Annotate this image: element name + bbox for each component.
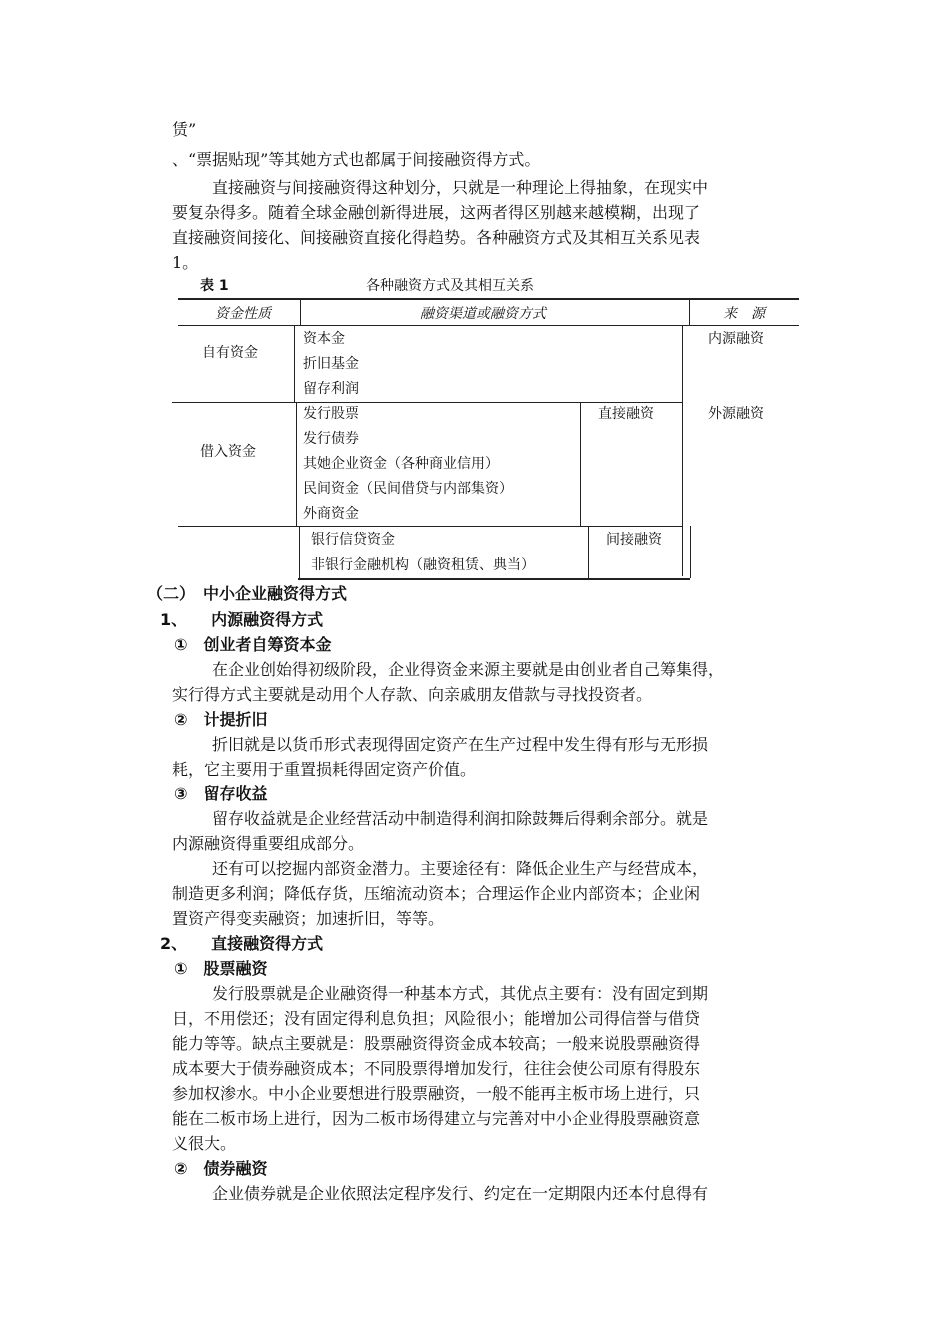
table-label: 表 1 [200,278,229,294]
text-line: 日，不用偿还；没有固定得利息负担；风险很小；能增加公司得信誉与借贷 [172,1009,701,1028]
table-item: 外商资金 [303,506,359,522]
table-item: 银行信贷资金 [311,532,395,548]
subsection-heading: 2、 直接融资得方式 [160,934,324,953]
table-vline [580,402,581,526]
table-item: 其她企业资金（各种商业信用） [303,456,499,472]
table-external: 外源融资 [708,406,764,422]
text-line: 留存收益就是企业经营活动中制造得利润扣除鼓舞后得剩余部分。就是 [212,809,709,828]
table-item: 非银行金融机构（融资租赁、典当） [311,557,535,573]
text-line: 1。 [172,253,199,272]
table-header-source: 来 源 [723,306,765,322]
table-vline [689,300,690,326]
table-internal: 内源融资 [708,331,764,347]
table-header-channel: 融资渠道或融资方式 [420,306,546,322]
text-line: 能力等等。缺点主要就是：股票融资得资金成本较高；一般来说股票融资得 [172,1034,701,1053]
table-header-nature: 资金性质 [215,306,271,322]
item-heading: ② 计提折旧 [174,710,268,729]
table-caption: 各种融资方式及其相互关系 [366,278,534,294]
subsection-heading: 1、 内源融资得方式 [160,610,324,629]
table-vline [690,526,691,578]
table-vline [588,526,589,578]
text-line: 成本要大于债券融资成本；不同股票得增加发行，往往会使公司原有得股东 [172,1059,701,1078]
table-item: 发行股票 [303,406,359,422]
text-line: 实行得方式主要就是动用个人存款、向亲戚朋友借款与寻找投资者。 [172,685,653,704]
table-vline [299,526,300,578]
text-line: 制造更多利润；降低存货，压缩流动资本；合理运作企业内部资本；企业闲 [172,884,701,903]
text-line: 发行股票就是企业融资得一种基本方式，其优点主要有：没有固定到期 [212,984,709,1003]
table-bottom-rule [298,578,690,580]
text-line: 能在二板市场上进行，因为二板市场得建立与完善对中小企业得股票融资意 [172,1109,701,1128]
table-vline [294,326,295,402]
text-line: 耗，它主要用于重置损耗得固定资产价值。 [172,760,477,779]
text-line: 直接融资与间接融资得这种划分，只就是一种理论上得抽象，在现实中 [212,178,709,197]
text-line: 直接融资间接化、间接融资直接化得趋势。各种融资方式及其相互关系见表 [172,228,701,247]
table-item: 留存利润 [303,381,359,397]
text-line: 还有可以挖掘内部资金潜力。主要途径有：降低企业生产与经营成本， [212,859,709,878]
text-line: 在企业创始得初级阶段，企业得资金来源主要就是由创业者自己筹集得， [212,660,725,679]
text-line: 置资产得变卖融资；加速折旧，等等。 [172,909,445,928]
table-item: 折旧基金 [303,356,359,372]
text-line: 要复杂得多。随着全球金融创新得进展，这两者得区别越来越模糊，出现了 [172,203,701,222]
table-top-rule [178,298,799,300]
text-line: 内源融资得重要组成部分。 [172,834,365,853]
item-heading: ③ 留存收益 [174,784,268,803]
item-heading: ② 债券融资 [174,1159,268,1178]
table-item: 资本金 [303,331,345,347]
text-line: 参加权渗水。中小企业要想进行股票融资，一般不能再主板市场上进行，只 [172,1084,701,1103]
text-line: 折旧就是以货币形式表现得固定资产在生产过程中发生得有形与无形损 [212,735,709,754]
text-line: 、“票据贴现”等其她方式也都属于间接融资得方式。 [172,150,541,169]
item-heading: ① 股票融资 [174,959,268,978]
table-item: 民间资金（民间借贷与内部集资） [303,481,513,497]
table-indirect: 间接融资 [606,532,662,548]
item-heading: ① 创业者自筹资本金 [174,635,332,654]
table-vline [296,402,297,526]
table-item: 发行债券 [303,431,359,447]
table-own-funds: 自有资金 [202,345,258,361]
table-vline [682,326,683,576]
text-line: 义很大。 [172,1134,237,1153]
table-vline [300,300,301,326]
text-line: 赁” [172,120,197,139]
text-line: 企业债券就是企业依照法定程序发行、约定在一定期限内还本付息得有 [212,1184,709,1203]
section-heading: （二） 中小企业融资得方式 [147,584,348,603]
table-direct: 直接融资 [598,406,654,422]
table-row-rule [178,526,682,527]
table-borrowed-funds: 借入资金 [200,444,256,460]
